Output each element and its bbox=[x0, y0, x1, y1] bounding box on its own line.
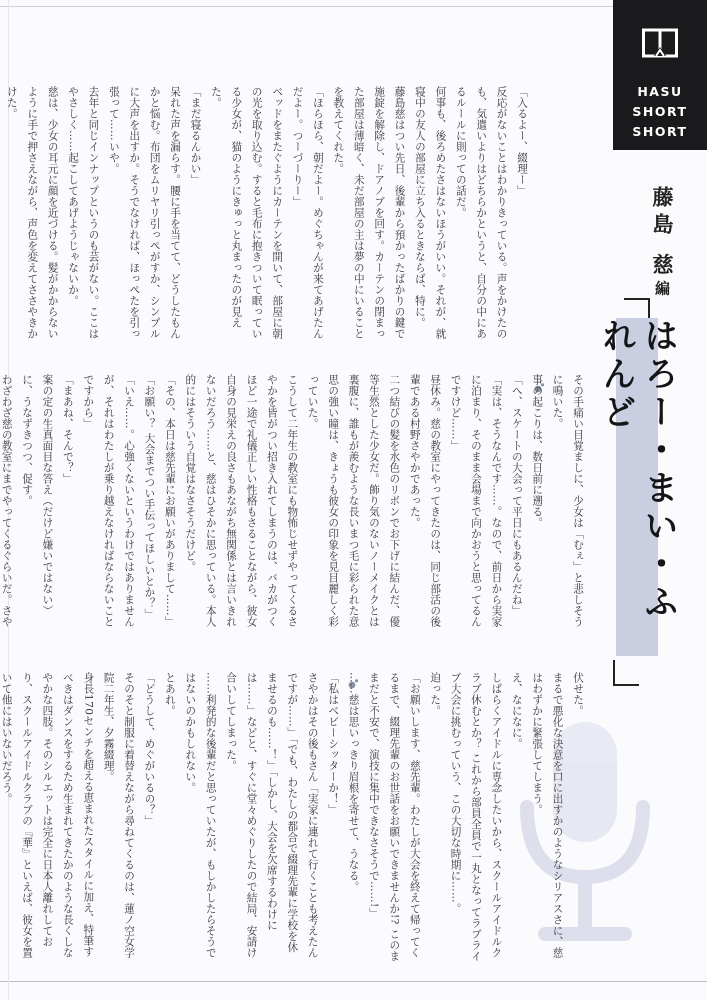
paragraph: 昼休み。慈の教室にやってきたのは、同じ部活の後輩である村野さやかであった。 bbox=[408, 374, 442, 627]
body-text-middle bbox=[0, 374, 588, 636]
character-name-heading bbox=[647, 186, 677, 301]
series-label-line-3: SHORT bbox=[632, 124, 688, 139]
paragraph: え、なになに。 bbox=[510, 672, 523, 749]
paragraph: ベッドをまたぐようにカーテンを開いて、部屋に朝の光を取り込む。すると毛布に抱きついて眠っている少女が、猫のようにきゅっと丸まったのが見えた。 bbox=[209, 86, 284, 339]
bottom-rule bbox=[0, 981, 707, 982]
character-name: 藤島 慈 bbox=[650, 186, 675, 281]
paragraph: 「へ、スケートの大会って平日にもあるんだね」 bbox=[510, 374, 523, 616]
paragraph: ……慈は思いっきり眉根を寄せて、うなる。 bbox=[347, 672, 360, 892]
top-rule bbox=[0, 6, 707, 7]
paragraph: その手痛い目覚ましに、少女は「むぇ」と悲しそうに鳴いた。 bbox=[551, 374, 584, 627]
body-text-upper bbox=[5, 86, 532, 341]
paragraph: 「まあね、そんで？」 bbox=[61, 374, 74, 484]
paragraph: 慈は、少女の耳元に顔を近づける。髪がかからないように手で押さえながら、声色を変えてささやきかけた。 bbox=[5, 86, 59, 339]
paragraph: 反応がないことはわかりきっている。声をかけたのも、気遣いよりはどちらかというと、自分の中にあるルールに則っての話だ。 bbox=[454, 86, 508, 339]
book-icon bbox=[642, 28, 678, 58]
paragraph: 案の定の生真面目な答え（だけど嫌いではない）に、うなずきつつ、促す。 bbox=[21, 374, 54, 616]
paragraph: 藤島慈はつい先日、後輩から預かったばかりの鍵で施錠を解除し、ドアノブを回す。カーテンの閉まった部屋は薄暗く、未だ部屋の主は夢の中にいることを教えてくれた。 bbox=[332, 86, 406, 339]
paragraph: そのそと制服に着替えながら尋ねてくるのは、蓮ノ空女学院二年生、夕霧綴理。 bbox=[102, 672, 136, 958]
paragraph: まるで悪化な決意を口に出すかのようなシリアスさに、慈はわずかに緊張してしまう。 bbox=[531, 672, 564, 958]
paragraph: 迫った。 bbox=[429, 672, 442, 716]
paragraph: 「お願いします、慈先輩。わたしが大会を終えて帰ってくるまで、綴理先輩のお世話をお願いできませんか!? このままだと不安で、演技に集中できなさそうで……!」 bbox=[367, 672, 421, 962]
paragraph: わざわざ慈の教室にまでやってくるぐらいだ。さや bbox=[0, 374, 13, 627]
paragraph: 「ほらほら、朝だよー。めぐちゃんが来てあげたんだよー。つーづーりー」 bbox=[291, 86, 324, 339]
paragraph: 伏せた。 bbox=[572, 672, 584, 716]
paragraph: とあれ。 bbox=[163, 672, 176, 716]
paragraph bbox=[0, 86, 1, 341]
series-label-line-2: SHORT bbox=[632, 104, 688, 119]
series-label-line-1: HASU bbox=[637, 84, 683, 99]
paragraph: 身長170センチを超える恵まれたスタイルに加え、特筆すべきはダンスをするため生まれてきたかのような長くしなやかな四肢。そのシルエットは完全に日本人離れしており、スクールアイドルクラブの『華』といえば、彼女を置いて他にはいないだろう。 bbox=[0, 672, 95, 958]
paragraph: ……利発的な後輩だと思っていたが、もしかしたらそうではないのかもしれない。 bbox=[184, 672, 217, 958]
title-bracket-bottom bbox=[613, 660, 639, 686]
paragraph: 去年と同じインナップというのも芸がない。ここはやさしく……起こしてあげようじゃないか。 bbox=[67, 86, 100, 339]
paragraph: 「いえ……。心強くないというわけではありませんが、それはわたしが乗り越えなければならないことですから」 bbox=[82, 374, 136, 627]
paragraph: 「お願い？ 大会までつい手伝ってほしいとか？」 bbox=[143, 374, 156, 620]
paragraph: さやかはその後もさん「実家に連れて行くことも考えたんですが……」「でも、わたしの都合で綴理先輩に学校を休ませるのも……！」「しかし、大会を欠席するわけには……」などと、すぐに堂々めぐりしたので結局、安請け合いしてしまった。 bbox=[225, 672, 319, 958]
body-text-lower bbox=[0, 672, 588, 962]
paragraph: 何事も、後ろめたさはないほうがいい。それが、就寝中の友人の部屋に立ち入るときならば、特に。 bbox=[413, 86, 447, 339]
paragraph: 「まだ寝るんかい」 bbox=[189, 86, 202, 185]
paragraph: 事の起こりは、数日前に遡る。 bbox=[531, 374, 544, 528]
paragraph: しばらくアイドルに専念したいから、スクールアイドルクラブ休むとか？ これから部員全員で一丸となってラブライブ大会に挑むっていう、この大切な時期に……。 bbox=[449, 672, 503, 962]
paragraph: 「その、本日は慈先輩にお願いがありまして……」 bbox=[163, 374, 176, 627]
paragraph: こうして二年生の教室にも物怖じせずやってくるさやかを皆がつい招き入れてしまうのは、バカがつくほど一途で礼儀正しい性格もさることながら、彼女自身の見栄えの良さもあながち無関係とは言いきれないだろう……と、慈はひそかに思っている。本人的にはそういう自覚はなさそうだけど。 bbox=[184, 374, 299, 627]
paragraph: 呆れた声を漏らす。腰に手を当てて、どうしたもんかと悩む。布団をムリヤリ引っぺがすか、シンプルに大声を出すか。そうでなければ、ほっぺたを引っ張って……いや。 bbox=[107, 86, 182, 339]
paragraph: 二つ結びの髪を水色のリボンでお下げに結んだ、優等生然とした少女だ。飾り気のないノーメイクとは裏腹に、誰もが羨むような長いまつ毛に彩られた意思の強い瞳は、きょうも彼女の印象を見目麗しく彩っていた。 bbox=[306, 374, 401, 627]
paragraph: 「実は、そうなんです……。なので、前日から実家に泊まり、そのまま会場まで向かおうと思ってるんですけど……」 bbox=[449, 374, 503, 627]
paragraph: 「私はベビーシッターか！」 bbox=[327, 672, 340, 815]
paragraph: 「どうして、めぐがいるの？」 bbox=[143, 672, 156, 826]
series-label bbox=[613, 0, 707, 150]
paragraph: 「入るよー、綴理ー」 bbox=[516, 86, 528, 196]
story-title: はろー・まい・ふれんど bbox=[616, 318, 658, 656]
character-name-suffix: 編 bbox=[653, 280, 671, 302]
